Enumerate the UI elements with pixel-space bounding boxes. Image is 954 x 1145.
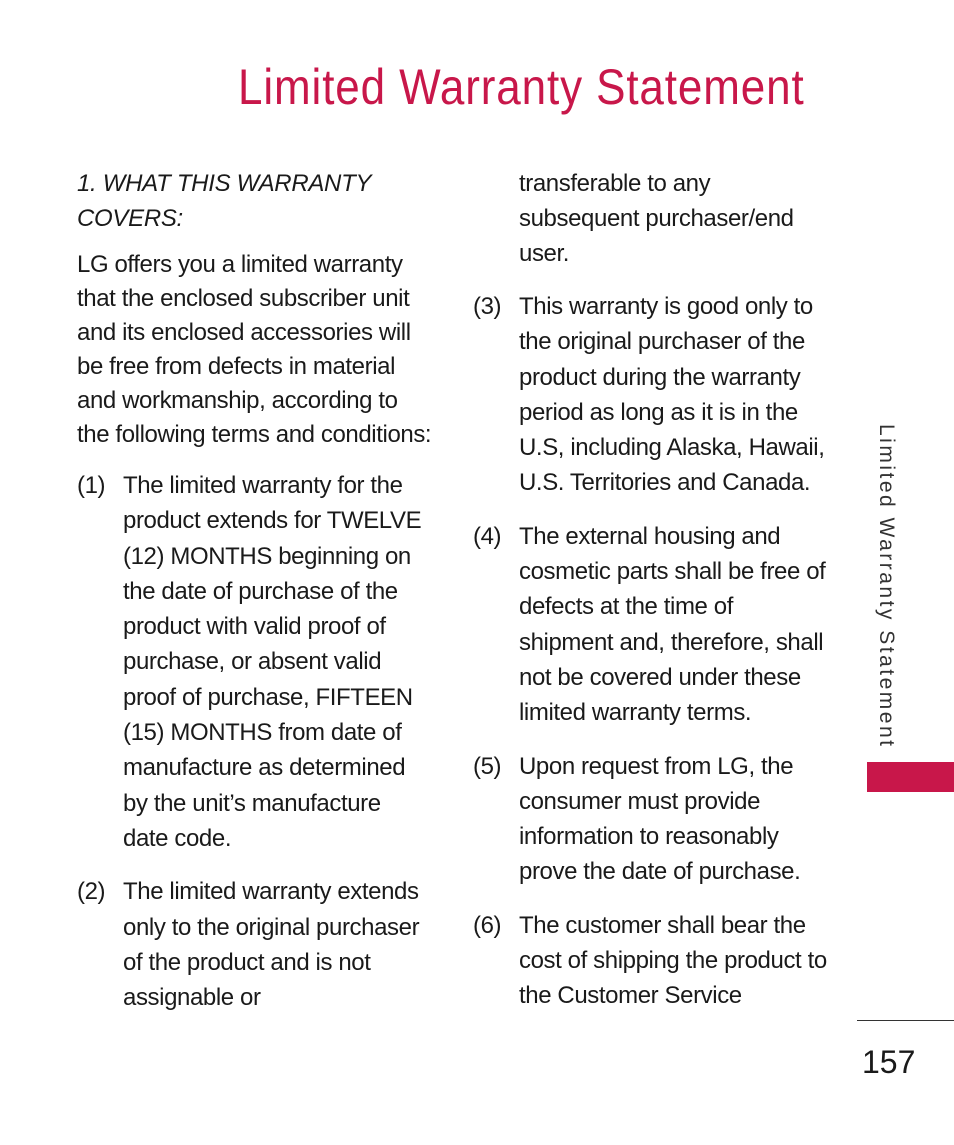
item-number: (6) — [473, 911, 502, 939]
list-item-5 — [473, 749, 833, 890]
list-item-2-continued: transferable to any subsequent purchaser/end user. — [519, 170, 794, 267]
item-text: Upon request from LG, the consumer must provide information to reasonably prove the date of purchase. — [519, 752, 801, 886]
list-item-3 — [473, 289, 833, 501]
item-number: (4) — [473, 522, 502, 550]
list-item-4 — [473, 519, 833, 731]
page-number: 157 — [862, 1044, 916, 1080]
item-text: The customer shall bear the cost of shipping the product to the Customer Service — [519, 911, 827, 1010]
section-heading: 1. WHAT THIS WARRANTY COVERS: — [77, 170, 371, 232]
left-column — [77, 166, 432, 1033]
page-title: Limited Warranty Statement — [238, 59, 805, 115]
item-number: (2) — [77, 878, 106, 906]
item-number: (1) — [77, 472, 106, 499]
item-text: This warranty is good only to the original purchaser of the product during the warranty period as long as it is in the U.S, including Alaska, Hawaii, U.S. Territories and Canada. — [519, 293, 825, 497]
item-text: The external housing and cosmetic parts shall be free of defects at the time of shipment and, therefore, shall not be covered under these limited warranty terms. — [519, 522, 826, 727]
list-item-2 — [77, 874, 432, 1015]
list-item-1 — [77, 468, 432, 856]
right-column — [473, 166, 833, 1032]
side-section-label: Limited Warranty Statement — [875, 424, 898, 749]
section-intro: LG offers you a limited warranty that the enclosed subscriber unit and its enclosed accessories will be free from defects in material and workmanship, according to the following terms and conditions: — [77, 251, 432, 448]
section-tab-marker — [867, 762, 954, 792]
item-number: (3) — [473, 293, 502, 320]
item-text: The limited warranty for the product extends for TWELVE (12) MONTHS beginning on the date of purchase of the product with valid proof of purchase, or absent valid proof of purchase, FIFTEEN (15) MONTHS from date of manufacture as determined by the unit’s manufacture date code. — [123, 472, 422, 852]
item-number: (5) — [473, 752, 502, 780]
page-number-rule — [857, 1020, 954, 1021]
list-item-6 — [473, 908, 833, 1014]
item-text: The limited warranty extends only to the original purchaser of the product and is not assignable or — [123, 878, 420, 1012]
